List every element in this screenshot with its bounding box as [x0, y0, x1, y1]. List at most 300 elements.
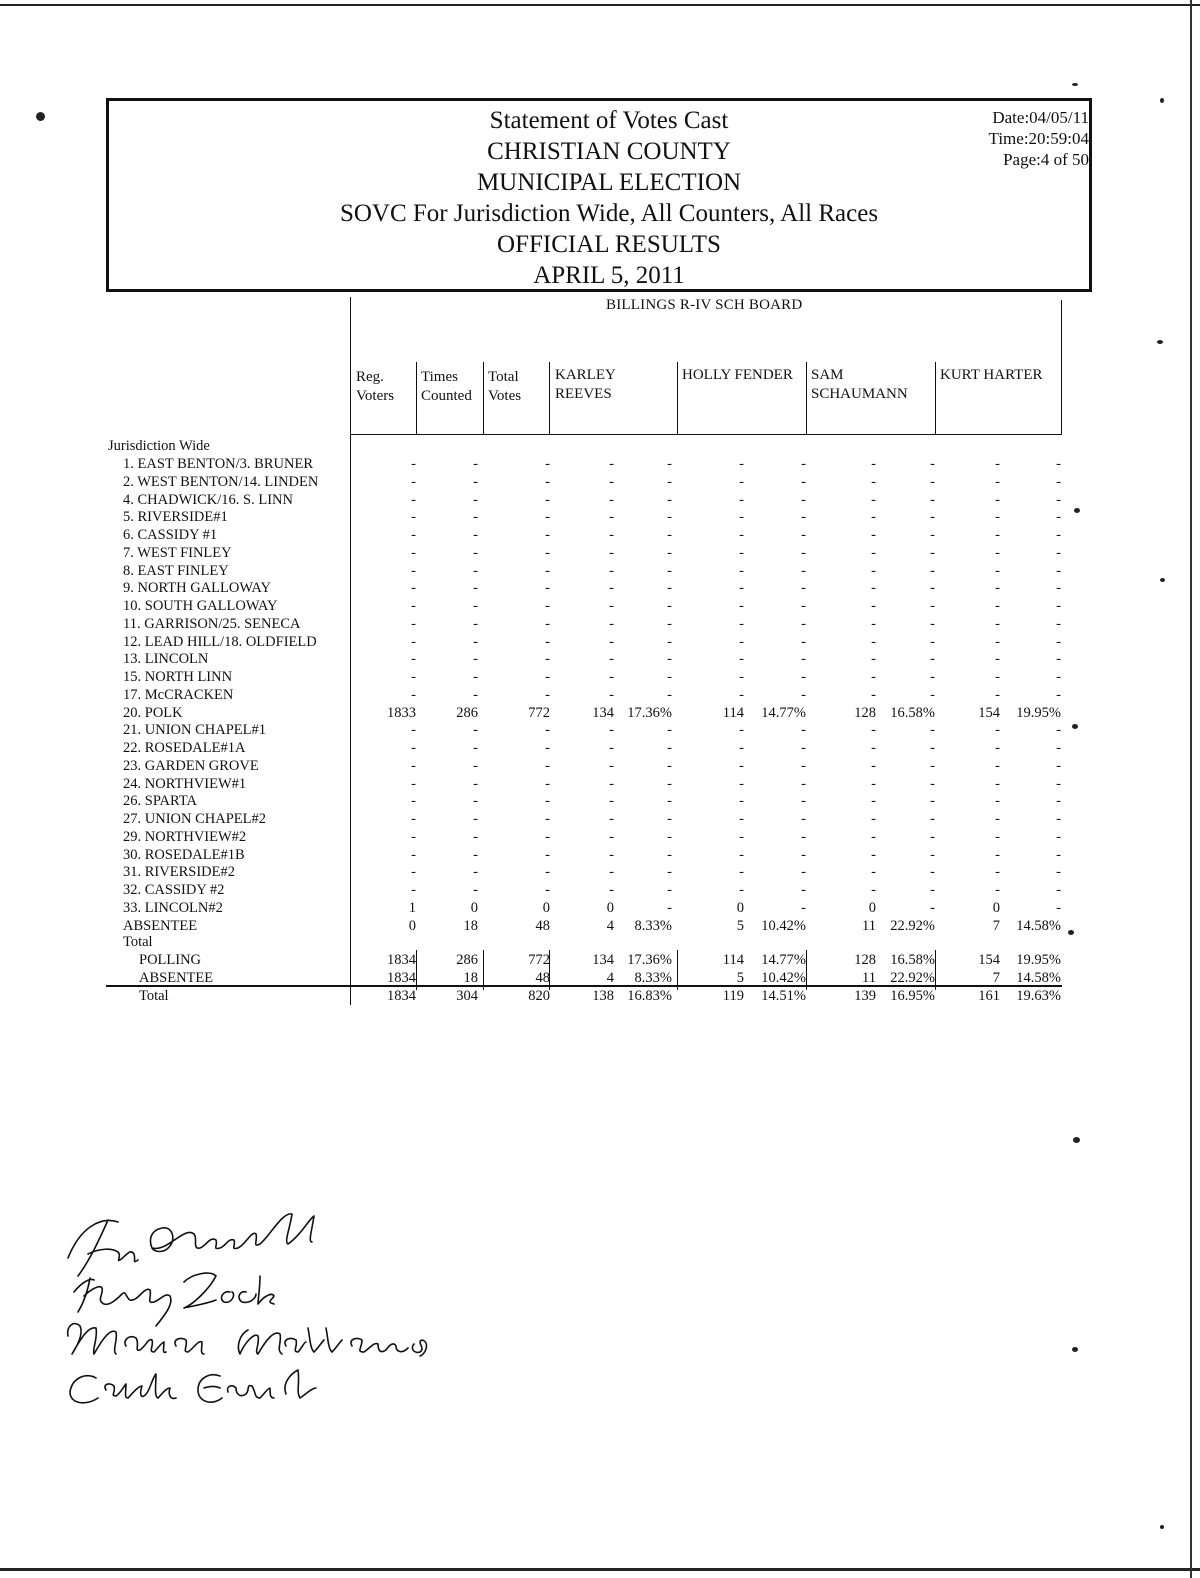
cell-total-votes: -	[545, 456, 550, 472]
cell-harter-votes: -	[995, 828, 1000, 845]
cell-times-counted: -	[473, 740, 478, 756]
cell-times-counted: -	[473, 615, 478, 632]
cell-fender-pct: -	[801, 651, 806, 668]
cell-reeves-pct: -	[667, 811, 672, 827]
table-rule	[549, 362, 550, 434]
cell-schaumann-pct: 16.95%	[890, 988, 935, 1004]
scan-speck	[1072, 83, 1078, 86]
cell-total-votes: -	[545, 686, 550, 703]
cell-reeves-votes: -	[609, 473, 614, 490]
table-row	[0, 863, 1100, 881]
cell-reg-voters: -	[411, 775, 416, 792]
cell-reeves-votes: 138	[592, 988, 614, 1004]
cell-fender-votes: -	[739, 740, 744, 756]
cell-fender-pct: 10.42%	[761, 970, 806, 986]
cell-reeves-votes: -	[609, 722, 614, 739]
cell-fender-pct: -	[801, 615, 806, 632]
cell-reeves-pct: -	[667, 598, 672, 614]
cell-reeves-pct: -	[667, 473, 672, 490]
cell-harter-votes: -	[995, 775, 1000, 792]
table-row	[0, 899, 1100, 917]
cell-fender-votes: -	[739, 544, 744, 561]
row-label: 5. RIVERSIDE#1	[123, 509, 228, 526]
cell-harter-pct: -	[1056, 757, 1061, 774]
cell-harter-votes: -	[995, 722, 1000, 739]
cell-reg-voters: -	[411, 793, 416, 810]
row-label: 9. NORTH GALLOWAY	[123, 580, 272, 597]
cell-harter-pct: -	[1056, 580, 1061, 597]
cell-harter-pct: -	[1056, 633, 1061, 650]
cell-schaumann-votes: 0	[868, 899, 876, 916]
cell-reeves-pct: 16.83%	[627, 988, 672, 1004]
cell-reeves-pct: -	[667, 864, 672, 881]
cell-times-counted: -	[473, 686, 478, 703]
cell-total-votes: -	[545, 775, 550, 792]
cell-fender-votes: 114	[722, 952, 744, 968]
cell-harter-votes: -	[995, 686, 1000, 703]
cell-reeves-pct: -	[667, 740, 672, 756]
cell-harter-pct: -	[1056, 651, 1061, 668]
cell-schaumann-votes: -	[871, 562, 876, 579]
cell-reeves-votes: -	[609, 491, 614, 508]
cell-schaumann-pct: -	[930, 828, 935, 845]
row-label: 15. NORTH LINN	[123, 669, 233, 685]
table-row	[0, 579, 1100, 597]
report-time: Time:20:59:04	[988, 129, 1089, 148]
cell-fender-votes: -	[739, 864, 744, 881]
cell-fender-pct: -	[801, 491, 806, 508]
cell-reeves-pct: -	[667, 562, 672, 579]
cell-schaumann-votes: -	[871, 846, 876, 863]
cell-reeves-votes: -	[609, 651, 614, 668]
cell-reg-voters: 1	[408, 899, 416, 916]
table-rule	[806, 362, 807, 434]
cell-harter-votes: -	[995, 651, 1000, 668]
cell-harter-votes: 7	[992, 917, 1000, 934]
cell-times-counted: -	[473, 882, 478, 898]
table-row	[0, 615, 1100, 633]
cell-times-counted: -	[473, 757, 478, 774]
cell-reg-voters: -	[411, 846, 416, 863]
table-row	[0, 686, 1100, 704]
cell-harter-votes: -	[995, 793, 1000, 810]
cell-schaumann-votes: -	[871, 491, 876, 508]
cell-fender-pct: -	[801, 793, 806, 810]
cell-reg-voters: -	[411, 633, 416, 650]
cell-fender-pct: -	[801, 598, 806, 614]
cell-reeves-pct: -	[667, 669, 672, 685]
table-row	[0, 633, 1100, 651]
cell-total-votes: -	[545, 615, 550, 632]
scan-edge-bottom	[0, 1568, 1200, 1575]
cell-fender-votes: -	[739, 509, 744, 526]
row-label: 11. GARRISON/25. SENECA	[123, 615, 301, 632]
cell-schaumann-votes: -	[871, 615, 876, 632]
cell-times-counted: -	[473, 651, 478, 668]
cell-harter-pct: -	[1056, 722, 1061, 739]
table-row	[0, 739, 1100, 757]
cell-schaumann-pct: 22.92%	[890, 917, 935, 934]
cell-fender-pct: -	[801, 527, 806, 543]
election-date: APRIL 5, 2011	[533, 262, 685, 289]
cell-schaumann-pct: -	[930, 456, 935, 472]
cell-reeves-pct: -	[667, 882, 672, 898]
cell-harter-pct: -	[1056, 828, 1061, 845]
cell-schaumann-votes: -	[871, 580, 876, 597]
cell-reeves-pct: -	[667, 509, 672, 526]
cell-reeves-pct: -	[667, 527, 672, 543]
cell-schaumann-votes: 139	[854, 988, 876, 1004]
cell-schaumann-pct: -	[930, 740, 935, 756]
cell-reeves-votes: -	[609, 527, 614, 543]
cell-reeves-pct: -	[667, 793, 672, 810]
cell-harter-pct: -	[1056, 509, 1061, 526]
row-label: 33. LINCOLN#2	[123, 899, 223, 916]
cell-reg-voters: -	[411, 740, 416, 756]
cell-fender-votes: -	[739, 615, 744, 632]
cell-schaumann-pct: -	[930, 669, 935, 685]
signature-3	[68, 1324, 427, 1356]
cell-reeves-votes: -	[609, 509, 614, 526]
cell-reg-voters: -	[411, 473, 416, 490]
cell-fender-pct: -	[801, 775, 806, 792]
cell-reg-voters: -	[411, 509, 416, 526]
cell-harter-pct: -	[1056, 686, 1061, 703]
table-row	[0, 508, 1100, 526]
cell-fender-pct: -	[801, 580, 806, 597]
report-scope: SOVC For Jurisdiction Wide, All Counters, All Races	[339, 200, 879, 227]
cell-reg-voters: -	[411, 562, 416, 579]
cell-fender-votes: 119	[722, 988, 744, 1004]
cell-reg-voters: 1834	[387, 952, 416, 968]
cell-fender-pct: -	[801, 509, 806, 526]
cell-fender-votes: 5	[736, 917, 744, 934]
cell-reg-voters: -	[411, 527, 416, 543]
cell-fender-votes: -	[739, 669, 744, 685]
table-row	[0, 792, 1100, 810]
cell-reeves-votes: -	[609, 757, 614, 774]
grand-total-row	[0, 987, 1100, 1005]
row-label: 6. CASSIDY #1	[123, 527, 218, 543]
cell-schaumann-votes: -	[871, 651, 876, 668]
cell-schaumann-pct: -	[930, 899, 935, 916]
cell-total-votes: -	[545, 580, 550, 597]
cell-reeves-pct: -	[667, 615, 672, 632]
cell-times-counted: -	[473, 722, 478, 739]
cell-fender-votes: -	[739, 686, 744, 703]
scan-speck	[1073, 1137, 1080, 1143]
cell-times-counted: 286	[456, 704, 478, 721]
cell-schaumann-pct: 22.92%	[890, 970, 935, 986]
cell-reeves-pct: 17.36%	[627, 704, 672, 721]
table-rule	[935, 362, 936, 434]
cell-harter-pct: -	[1056, 527, 1061, 543]
cell-times-counted: -	[473, 491, 478, 508]
cell-times-counted: -	[473, 473, 478, 490]
table-row	[0, 828, 1100, 846]
cell-reg-voters: -	[411, 615, 416, 632]
cell-harter-pct: 19.95%	[1016, 704, 1061, 721]
cell-total-votes: -	[545, 846, 550, 863]
cell-fender-pct: -	[801, 669, 806, 685]
cell-fender-votes: 5	[736, 970, 744, 986]
cell-reeves-votes: -	[609, 828, 614, 845]
cell-harter-votes: -	[995, 740, 1000, 756]
cell-reeves-votes: 4	[606, 970, 614, 986]
row-label: 17. McCRACKEN	[123, 686, 234, 703]
county-name: CHRISTIAN COUNTY	[487, 138, 731, 165]
row-label: 29. NORTHVIEW#2	[123, 828, 247, 845]
cell-harter-votes: -	[995, 544, 1000, 561]
cell-total-votes: -	[545, 793, 550, 810]
table-rule	[483, 362, 484, 434]
cell-harter-votes: 0	[992, 899, 1000, 916]
cell-fender-pct: 14.51%	[761, 988, 806, 1004]
cell-times-counted: -	[473, 544, 478, 561]
cell-reeves-pct: -	[667, 544, 672, 561]
cell-schaumann-votes: -	[871, 686, 876, 703]
cell-schaumann-pct: -	[930, 527, 935, 543]
cell-schaumann-votes: -	[871, 864, 876, 881]
cell-fender-pct: -	[801, 544, 806, 561]
cell-harter-pct: -	[1056, 899, 1061, 916]
cell-schaumann-pct: -	[930, 598, 935, 614]
cell-times-counted: -	[473, 864, 478, 881]
row-label: 13. LINCOLN	[123, 651, 209, 668]
cell-reeves-votes: 0	[606, 899, 614, 916]
cell-total-votes: -	[545, 633, 550, 650]
cell-reeves-votes: -	[609, 562, 614, 579]
table-rule	[1061, 300, 1062, 434]
cell-total-votes: -	[545, 509, 550, 526]
cell-harter-pct: 14.58%	[1016, 970, 1061, 986]
cell-reg-voters: 1834	[387, 970, 416, 986]
report-title-block	[109, 105, 1109, 291]
cell-reeves-pct: 17.36%	[627, 952, 672, 968]
cell-schaumann-pct: 16.58%	[890, 704, 935, 721]
cell-fender-votes: -	[739, 846, 744, 863]
table-row	[0, 562, 1100, 580]
cell-harter-votes: -	[995, 562, 1000, 579]
cell-reg-voters: -	[411, 882, 416, 898]
cell-schaumann-pct: -	[930, 793, 935, 810]
results-status: OFFICIAL RESULTS	[497, 231, 721, 258]
cell-schaumann-votes: -	[871, 509, 876, 526]
cell-total-votes: -	[545, 864, 550, 881]
table-row	[0, 704, 1100, 722]
row-label: 10. SOUTH GALLOWAY	[123, 598, 278, 614]
cell-reeves-pct: -	[667, 828, 672, 845]
cell-reeves-pct: -	[667, 491, 672, 508]
cell-fender-votes: -	[739, 793, 744, 810]
cell-fender-votes: -	[739, 775, 744, 792]
cell-harter-pct: -	[1056, 598, 1061, 614]
cell-total-votes: -	[545, 473, 550, 490]
cell-harter-votes: -	[995, 598, 1000, 614]
cell-schaumann-pct: -	[930, 562, 935, 579]
cell-schaumann-votes: -	[871, 775, 876, 792]
cell-reg-voters: 1834	[387, 988, 416, 1004]
row-label: 24. NORTHVIEW#1	[123, 775, 247, 792]
cell-reeves-pct: -	[667, 633, 672, 650]
cell-reg-voters: -	[411, 864, 416, 881]
row-label: 27. UNION CHAPEL#2	[123, 811, 266, 827]
cell-fender-votes: -	[739, 598, 744, 614]
cell-reeves-pct: -	[667, 456, 672, 472]
report-header-box	[106, 98, 1092, 292]
cell-schaumann-votes: -	[871, 598, 876, 614]
scan-speck	[1072, 1347, 1078, 1352]
cell-reeves-pct: -	[667, 580, 672, 597]
table-row	[0, 775, 1100, 793]
cell-total-votes: 48	[535, 970, 550, 986]
cell-total-votes: -	[545, 740, 550, 756]
signature-1	[68, 1214, 314, 1276]
cell-fender-pct: -	[801, 811, 806, 827]
cell-total-votes: 772	[528, 952, 550, 968]
cell-total-votes: -	[545, 651, 550, 668]
col-reg-voters: Reg. Voters	[356, 369, 395, 404]
cell-reg-voters: -	[411, 491, 416, 508]
cell-reg-voters: -	[411, 651, 416, 668]
total-row	[0, 969, 1100, 987]
cell-schaumann-votes: -	[871, 882, 876, 898]
row-label: ABSENTEE	[123, 917, 198, 934]
cell-fender-votes: -	[739, 491, 744, 508]
report-title: Statement of Votes Cast	[489, 107, 729, 134]
row-label: 23. GARDEN GROVE	[123, 757, 259, 774]
signature-2	[74, 1273, 274, 1326]
table-row	[0, 650, 1100, 668]
cell-fender-pct: -	[801, 633, 806, 650]
cell-harter-pct: -	[1056, 846, 1061, 863]
cell-fender-votes: -	[739, 722, 744, 739]
cell-times-counted: -	[473, 828, 478, 845]
cell-fender-votes: -	[739, 527, 744, 543]
col-total-votes: Total Votes	[488, 369, 522, 404]
row-label: 20. POLK	[123, 704, 183, 721]
cell-total-votes: -	[545, 882, 550, 898]
cell-harter-pct: -	[1056, 775, 1061, 792]
report-meta	[989, 107, 1089, 170]
col-times-counted: Times Counted	[421, 369, 472, 404]
cell-harter-votes: -	[995, 757, 1000, 774]
cell-fender-pct: -	[801, 846, 806, 863]
cell-times-counted: 286	[456, 952, 478, 968]
cell-harter-pct: -	[1056, 740, 1061, 756]
row-label: 32. CASSIDY #2	[123, 882, 225, 898]
total-row	[0, 951, 1100, 969]
cell-harter-votes: -	[995, 509, 1000, 526]
cell-fender-pct: -	[801, 882, 806, 898]
cell-reeves-votes: -	[609, 686, 614, 703]
cell-times-counted: -	[473, 775, 478, 792]
scan-speck	[1160, 578, 1165, 582]
cell-fender-pct: -	[801, 686, 806, 703]
race-title: BILLINGS R-IV SCH BOARD	[606, 297, 803, 313]
cell-total-votes: -	[545, 757, 550, 774]
cell-total-votes: -	[545, 544, 550, 561]
cell-schaumann-pct: -	[930, 846, 935, 863]
cell-schaumann-pct: -	[930, 882, 935, 898]
cell-reeves-votes: -	[609, 669, 614, 685]
cell-harter-pct: -	[1056, 456, 1061, 472]
cell-schaumann-pct: -	[930, 633, 935, 650]
cell-reeves-votes: -	[609, 846, 614, 863]
cell-fender-pct: -	[801, 740, 806, 756]
row-label: 8. EAST FINLEY	[123, 562, 229, 579]
table-rule	[677, 362, 678, 434]
cell-schaumann-votes: -	[871, 811, 876, 827]
cell-times-counted: 18	[463, 917, 478, 934]
cell-reeves-votes: -	[609, 882, 614, 898]
cell-total-votes: 820	[528, 988, 550, 1004]
cell-total-votes: -	[545, 722, 550, 739]
cell-fender-pct: -	[801, 722, 806, 739]
table-row	[0, 597, 1100, 615]
cell-harter-votes: -	[995, 580, 1000, 597]
cell-schaumann-votes: 11	[862, 970, 876, 986]
cell-times-counted: -	[473, 598, 478, 614]
cell-total-votes: 48	[535, 917, 550, 934]
cell-reeves-votes: -	[609, 793, 614, 810]
cell-schaumann-pct: -	[930, 473, 935, 490]
cell-reeves-pct: -	[667, 651, 672, 668]
cell-harter-pct: -	[1056, 864, 1061, 881]
cell-times-counted: -	[473, 846, 478, 863]
table-row	[0, 881, 1100, 899]
scan-speck	[1157, 340, 1163, 344]
section-jurisdiction-wide: Jurisdiction Wide	[108, 438, 210, 454]
cell-harter-votes: -	[995, 456, 1000, 472]
cell-schaumann-votes: -	[871, 793, 876, 810]
cell-schaumann-pct: -	[930, 775, 935, 792]
table-row	[0, 810, 1100, 828]
cell-reg-voters: -	[411, 722, 416, 739]
cell-harter-pct: -	[1056, 793, 1061, 810]
report-date: Date:04/05/11	[992, 108, 1089, 127]
cell-fender-pct: -	[801, 562, 806, 579]
cell-times-counted: -	[473, 456, 478, 472]
cell-schaumann-pct: -	[930, 491, 935, 508]
cell-fender-votes: -	[739, 633, 744, 650]
cell-schaumann-votes: 11	[862, 917, 876, 934]
cell-schaumann-pct: -	[930, 864, 935, 881]
cell-reeves-votes: -	[609, 740, 614, 756]
cell-reg-voters: -	[411, 598, 416, 614]
cell-reeves-votes: 134	[592, 952, 614, 968]
cell-times-counted: -	[473, 633, 478, 650]
cell-total-votes: -	[545, 811, 550, 827]
cell-reg-voters: 1833	[387, 704, 416, 721]
cell-fender-pct: -	[801, 456, 806, 472]
page-number: Page:4 of 50	[1003, 150, 1089, 169]
scan-speck	[36, 112, 45, 121]
table-rule	[350, 434, 1062, 435]
cell-reeves-votes: -	[609, 580, 614, 597]
cell-harter-votes: 7	[992, 970, 1000, 986]
cell-total-votes: -	[545, 491, 550, 508]
cell-times-counted: 18	[463, 970, 478, 986]
cell-times-counted: -	[473, 811, 478, 827]
cell-harter-pct: 14.58%	[1016, 917, 1061, 934]
table-rule	[416, 362, 417, 434]
scan-speck	[1160, 1525, 1164, 1529]
cell-schaumann-pct: -	[930, 757, 935, 774]
cell-reeves-votes: 4	[606, 917, 614, 934]
cell-harter-pct: -	[1056, 669, 1061, 685]
cell-reeves-votes: -	[609, 811, 614, 827]
